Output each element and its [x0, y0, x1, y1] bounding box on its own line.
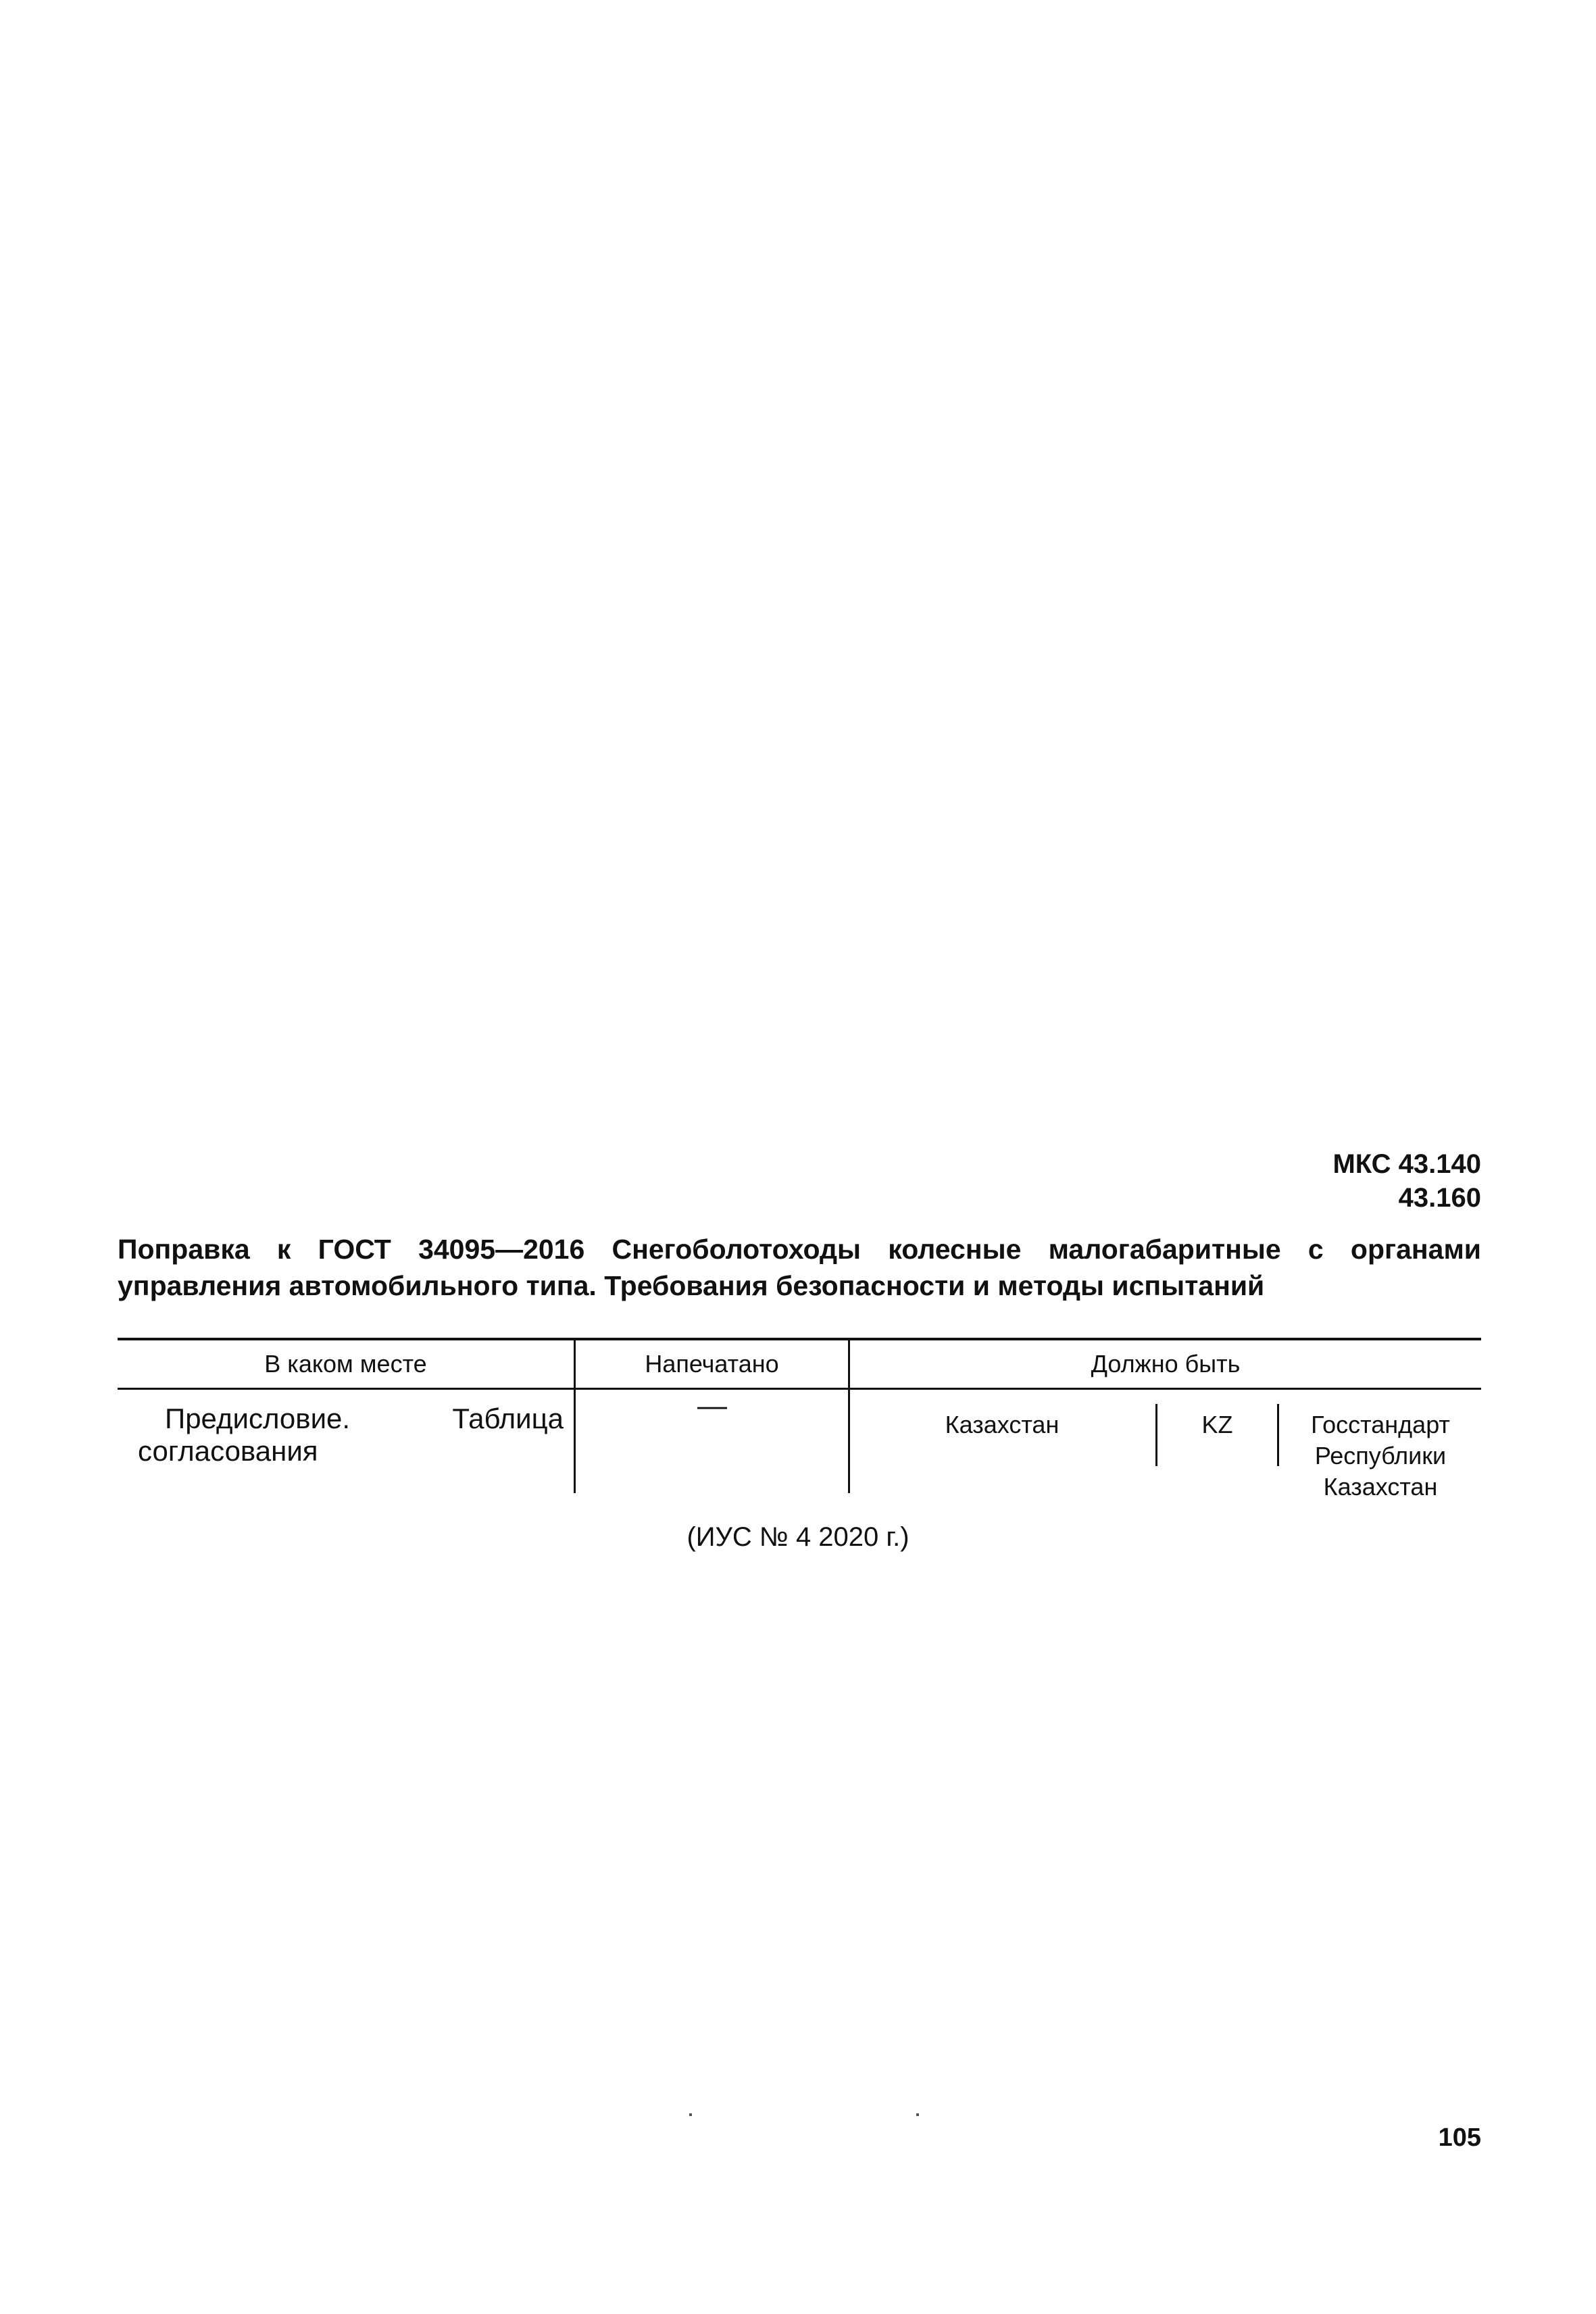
subcolumn-divider-2	[1277, 1404, 1279, 1466]
cell-country-code: KZ	[1201, 1411, 1233, 1438]
agency-line-2: Республики Казахстан	[1314, 1442, 1447, 1501]
cell-printed: —	[697, 1389, 727, 1422]
scan-speck-2	[916, 2113, 919, 2116]
header-should-be: Должно быть	[1091, 1350, 1241, 1378]
header-place: В каком месте	[264, 1350, 427, 1378]
mks-code	[1332, 1147, 1481, 1215]
page-number: 105	[1438, 2123, 1481, 2152]
mks-code-line-2: 43.160	[1398, 1183, 1481, 1213]
mks-code-line-1: МКС 43.140	[1332, 1149, 1481, 1179]
scan-speck-1	[689, 2113, 692, 2116]
cell-agency	[1280, 1409, 1481, 1503]
cell-place: Предисловие. Таблица согласования	[138, 1403, 564, 1467]
amendment-table	[118, 1338, 1481, 1501]
table-header-rule	[118, 1388, 1481, 1390]
amendment-title: Поправка к ГОСТ 34095—2016 Снегоболотоходы колесные малогабаритные с органами управления автомобильного типа. Требования безопасности и методы испытаний	[118, 1234, 1481, 1301]
subcolumn-divider-1	[1155, 1404, 1157, 1466]
source-reference: (ИУС № 4 2020 г.)	[687, 1522, 909, 1552]
agency-line-1: Госстандарт	[1311, 1411, 1450, 1438]
header-printed: Напечатано	[645, 1350, 779, 1378]
cell-country: Казахстан	[945, 1411, 1059, 1438]
